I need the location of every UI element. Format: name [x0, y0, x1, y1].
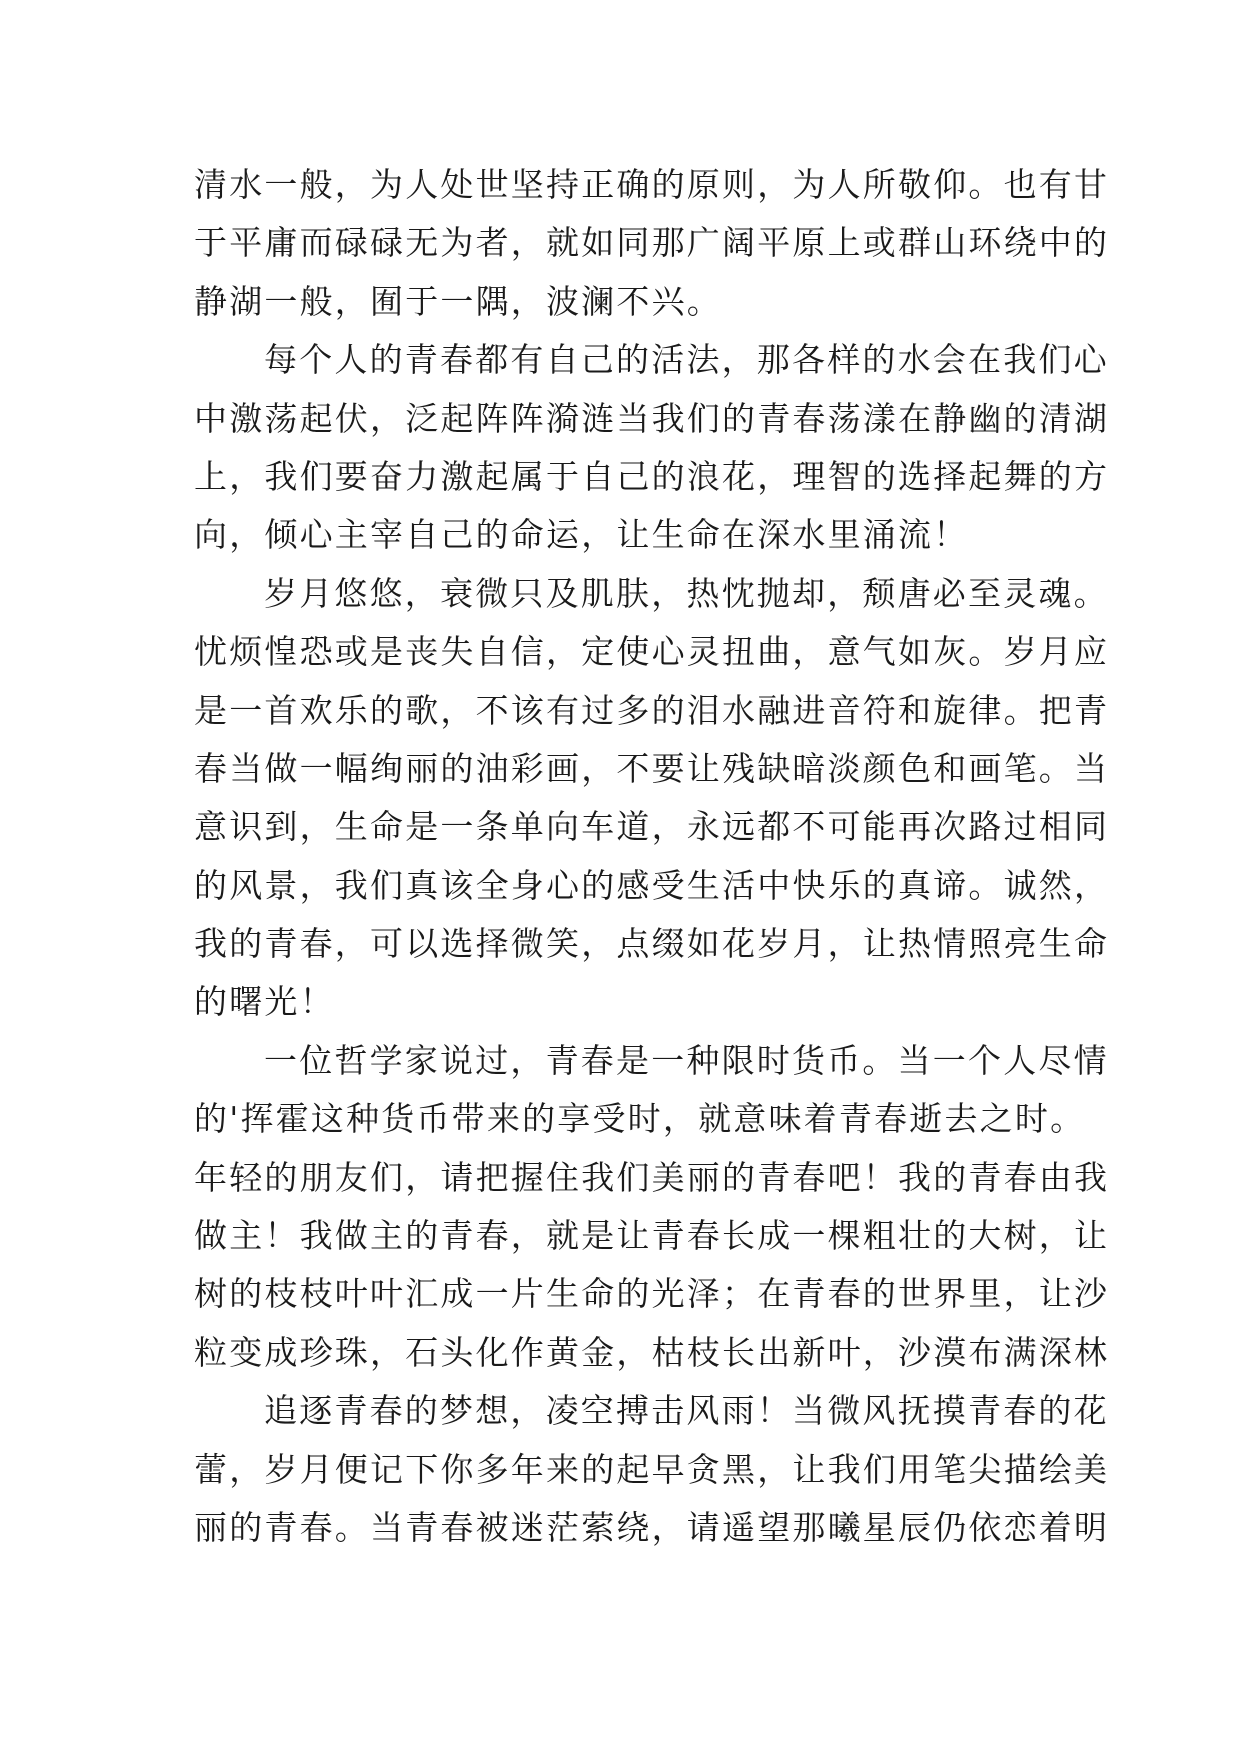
text-line: 每个人的青春都有自己的活法，那各样的水会在我们心	[264, 340, 1109, 380]
text-line: 春当做一幅绚丽的油彩画，不要让残缺暗淡颜色和画笔。当	[194, 748, 1110, 788]
text-line: 意识到，生命是一条单向车道，永远都不可能再次路过相同	[194, 807, 1110, 847]
text-line: 是一首欢乐的歌，不该有过多的泪水融进音符和旋律。把青	[194, 690, 1110, 730]
text-line: 一位哲学家说过，青春是一种限时货币。当一个人尽情	[264, 1040, 1109, 1080]
text-line: 我的青春，可以选择微笑，点缀如花岁月，让热情照亮生命	[194, 924, 1110, 964]
paragraph-4	[194, 1032, 1110, 1382]
text-line: 的'挥霍这种货币带来的享受时，就意味着青春逝去之时。	[194, 1099, 1086, 1139]
paragraph-1	[194, 156, 1110, 331]
text-line: 树的枝枝叶叶汇成一片生命的光泽；在青春的世界里，让沙	[194, 1274, 1110, 1314]
text-line: 做主！我做主的青春，就是让青春长成一棵粗壮的大树，让	[194, 1216, 1110, 1256]
paragraph-3	[194, 565, 1110, 1032]
text-line: 岁月悠悠，衰微只及肌肤，热忱抛却，颓唐必至灵魂。	[264, 573, 1109, 613]
text-line: 忧烦惶恐或是丧失自信，定使心灵扭曲，意气如灰。岁月应	[194, 632, 1110, 672]
paragraph-2	[194, 331, 1110, 565]
text-line: 蕾，岁月便记下你多年来的起早贪黑，让我们用笔尖描绘美	[194, 1449, 1110, 1489]
text-line: 追逐青春的梦想，凌空搏击风雨！当微风抚摸青春的花	[264, 1391, 1109, 1431]
document-body	[194, 156, 1110, 1557]
text-line: 中激荡起伏，泛起阵阵漪涟当我们的青春荡漾在静幽的清湖	[194, 398, 1110, 438]
paragraph-5	[194, 1382, 1110, 1557]
text-line: 于平庸而碌碌无为者，就如同那广阔平原上或群山环绕中的	[194, 223, 1110, 263]
text-line: 向，倾心主宰自己的命运，让生命在深水里涌流！	[194, 515, 969, 555]
text-line: 粒变成珍珠，石头化作黄金，枯枝长出新叶，沙漠布满深林	[194, 1332, 1110, 1372]
text-line: 清水一般，为人处世坚持正确的原则，为人所敬仰。也有甘	[194, 165, 1110, 204]
text-line: 的曙光！	[194, 982, 335, 1022]
text-line: 丽的青春。当青春被迷茫萦绕，请遥望那曦星辰仍依恋着明	[194, 1507, 1110, 1547]
text-line: 的风景，我们真该全身心的感受生活中快乐的真谛。诚然，	[194, 865, 1110, 905]
text-line: 静湖一般，囿于一隅，波澜不兴。	[194, 281, 722, 321]
text-line: 上，我们要奋力激起属于自己的浪花，理智的选择起舞的方	[194, 456, 1110, 496]
text-line: 年轻的朋友们，请把握住我们美丽的青春吧！我的青春由我	[194, 1157, 1110, 1197]
